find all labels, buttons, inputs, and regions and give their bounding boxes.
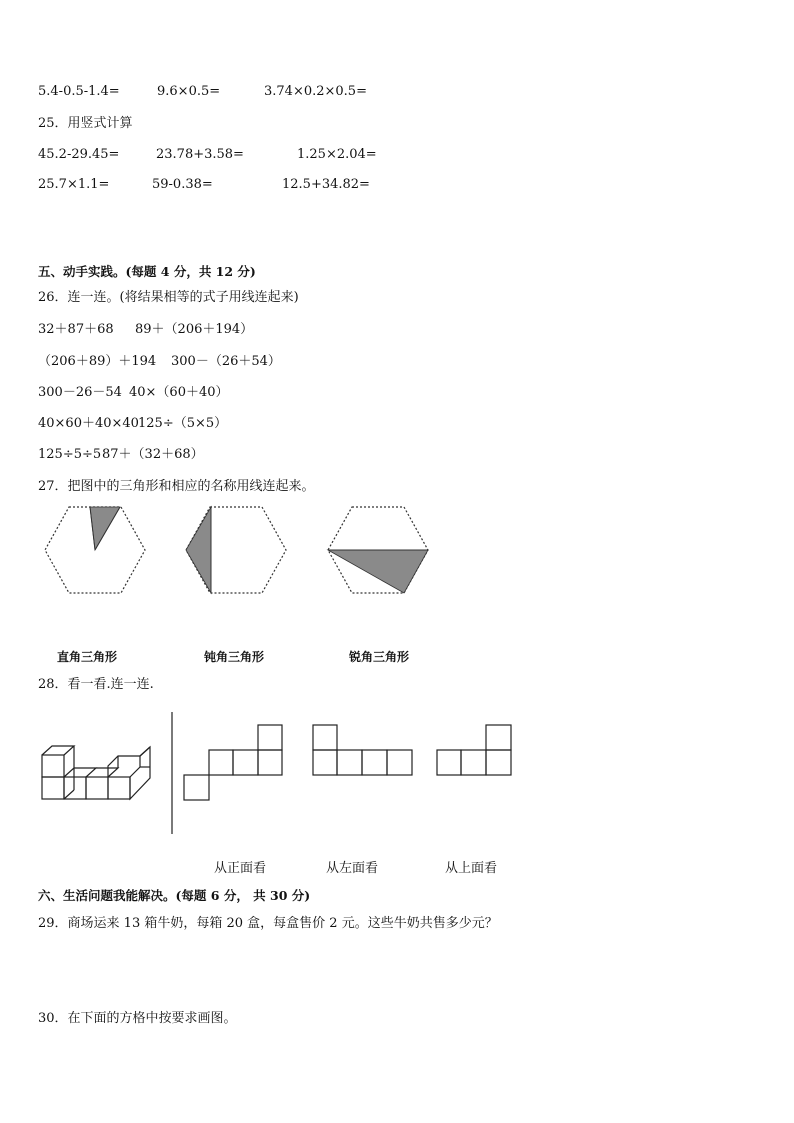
q25-title: 25．用竖式计算: [38, 116, 133, 131]
section5-heading: 五、动手实践。(每题 4 分，共 12 分): [38, 264, 256, 279]
q26-title: 26．连一连。(将结果相等的式子用线连起来): [38, 290, 299, 305]
q26-left-1: 32＋87＋68: [38, 322, 114, 337]
q25-expr-6: 12.5+34.82=: [282, 177, 370, 192]
label-front-view: 从正面看: [214, 861, 267, 876]
q27-title: 27．把图中的三角形和相应的名称用线连起来。: [38, 479, 315, 494]
q26-right-2: 300－（26＋54）: [171, 354, 281, 369]
section6-heading: 六、生活问题我能解决。(每题 6 分， 共 30 分): [38, 888, 311, 903]
hexagon-obtuse-triangle-figure: [185, 506, 287, 594]
q25-expr-3: 1.25×2.04=: [297, 147, 377, 162]
label-obtuse-triangle: 钝角三角形: [204, 650, 265, 664]
q25-expr-2: 23.78+3.58=: [156, 147, 244, 162]
q26-left-4: 40×60＋40×40: [38, 416, 139, 431]
view-shape-1: [183, 724, 283, 802]
q25-expr-1: 45.2-29.45=: [38, 147, 120, 162]
q25-expr-5: 59-0.38=: [152, 177, 213, 192]
q30-text: 30．在下面的方格中按要求画图。: [38, 1011, 237, 1026]
q24-expr-2: 9.6×0.5=: [157, 84, 221, 99]
q26-left-3: 300－26－54: [38, 385, 122, 400]
q26-right-1: 89＋（206＋194）: [135, 322, 254, 337]
q24-expr-1: 5.4-0.5-1.4=: [38, 84, 120, 99]
q26-right-4: 125÷（5×5）: [138, 416, 228, 431]
q28-title: 28．看一看.连一连.: [38, 677, 154, 692]
label-top-view: 从上面看: [445, 861, 498, 876]
cube-stack-3d-figure: [40, 745, 155, 803]
hexagon-acute-triangle-figure: [327, 506, 429, 594]
divider-line: [171, 712, 175, 834]
hexagon-right-triangle-figure: [44, 506, 146, 594]
q26-left-2: （206＋89）＋194: [38, 354, 157, 369]
q24-expr-3: 3.74×0.2×0.5=: [264, 84, 367, 99]
view-shape-2: [312, 724, 414, 777]
q29-text: 29．商场运来 13 箱牛奶，每箱 20 盒，每盒售价 2 元。这些牛奶共售多少元？: [38, 916, 498, 931]
label-left-view: 从左面看: [326, 861, 379, 876]
q26-left-5: 125÷5÷5: [38, 447, 102, 462]
view-shape-3: [436, 724, 513, 777]
q25-expr-4: 25.7×1.1=: [38, 177, 110, 192]
label-acute-triangle: 锐角三角形: [349, 650, 410, 664]
q26-right-3: 40×（60＋40）: [129, 385, 229, 400]
q26-right-5: 87＋（32＋68）: [102, 447, 204, 462]
label-right-triangle: 直角三角形: [57, 650, 118, 664]
